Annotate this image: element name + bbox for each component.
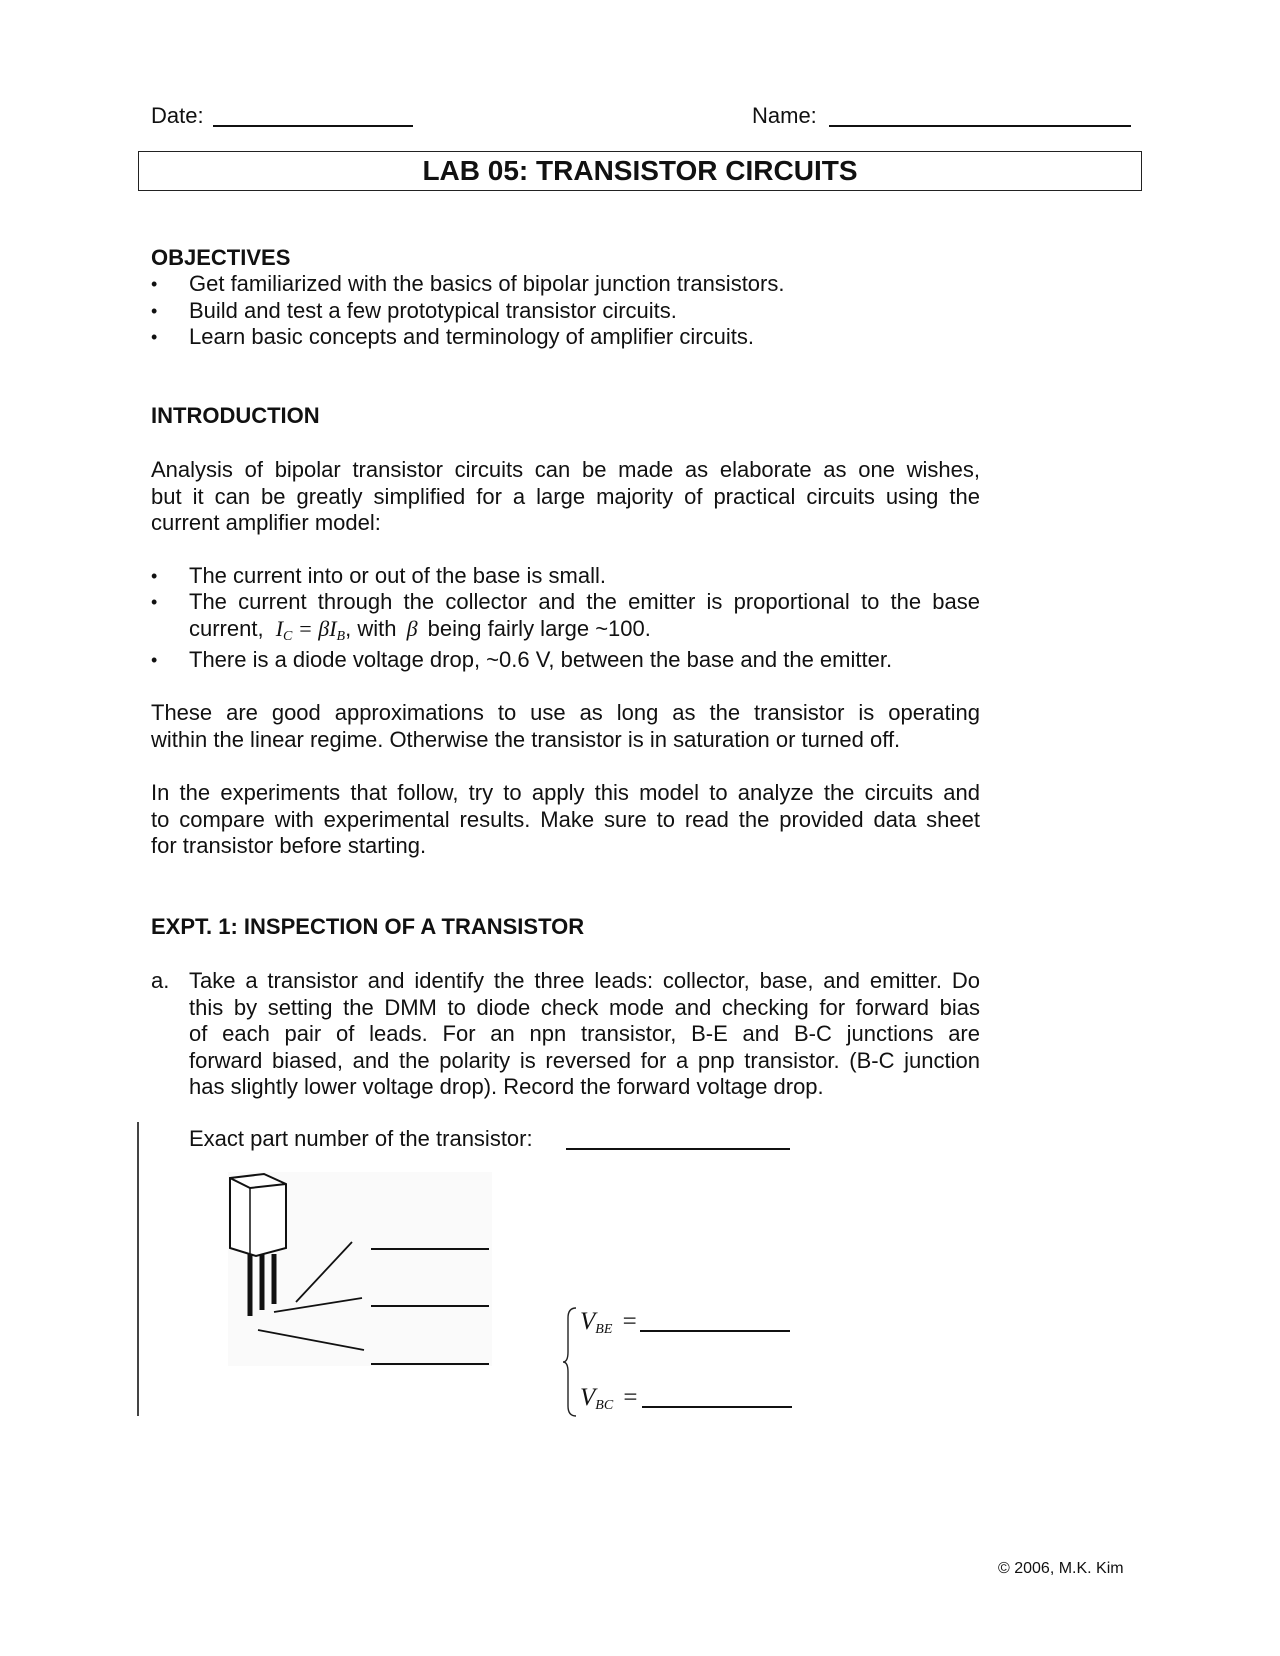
- page-title: LAB 05: TRANSISTOR CIRCUITS: [138, 151, 1142, 191]
- bullet-icon: •: [151, 650, 158, 670]
- intro-paragraph-2: [151, 700, 980, 753]
- brace-icon: [562, 1306, 582, 1418]
- lead-label-blank-2[interactable]: [371, 1305, 489, 1307]
- paragraph-line: current amplifier model:: [151, 510, 381, 535]
- current-equation: $I_C = \beta I_B$: [275, 616, 346, 644]
- objective-item: Build and test a few prototypical transistor circuits.: [189, 298, 677, 323]
- assumption-item: The current into or out of the base is small.: [189, 563, 606, 588]
- objectives-heading: OBJECTIVES: [151, 245, 291, 270]
- lead-label-blank-1[interactable]: [371, 1248, 489, 1250]
- part-number-label: Exact part number of the transistor:: [189, 1126, 533, 1151]
- objective-item: Learn basic concepts and terminology of amplifier circuits.: [189, 324, 754, 349]
- bullet-icon: •: [151, 274, 158, 294]
- date-blank-line[interactable]: [213, 125, 413, 127]
- assumption-line: The current through the collector and the emitter is proportional to the base: [189, 589, 980, 614]
- paragraph-line: to compare with experimental results. Make sure to read the provided data sheet: [151, 806, 980, 832]
- text: being fairly large ~100.: [427, 616, 651, 641]
- vbe-value-blank[interactable]: [640, 1330, 790, 1332]
- intro-paragraph-1: [151, 457, 980, 537]
- transistor-diagram: [228, 1170, 492, 1370]
- bullet-icon: •: [151, 327, 158, 347]
- name-label: Name:: [752, 103, 817, 128]
- expt1-heading: EXPT. 1: INSPECTION OF A TRANSISTOR: [151, 914, 585, 939]
- bullet-icon: •: [151, 592, 158, 612]
- vbc-value-blank[interactable]: [642, 1406, 792, 1408]
- revision-bar: [137, 1122, 139, 1416]
- paragraph-line: for transistor before starting.: [151, 833, 427, 858]
- vbc-label: $V_{BC}$ =: [580, 1384, 638, 1413]
- transistor-body-icon: [230, 1174, 286, 1256]
- expt1-instructions: [189, 968, 980, 1101]
- paragraph-line: has slightly lower voltage drop). Record the forward voltage drop.: [189, 1074, 824, 1099]
- name-blank-line[interactable]: [829, 125, 1131, 127]
- text: , with: [345, 616, 397, 641]
- copyright-footer: © 2006, M.K. Kim: [998, 1560, 1124, 1577]
- beta-symbol: β: [406, 616, 418, 641]
- paragraph-line: within the linear regime. Otherwise the transistor is in saturation or turned off.: [151, 726, 901, 752]
- assumption-item: There is a diode voltage drop, ~0.6 V, between the base and the emitter.: [189, 647, 893, 672]
- text: current,: [189, 616, 264, 641]
- objective-item: Get familiarized with the basics of bipolar junction transistors.: [189, 271, 785, 296]
- paragraph-line: of each pair of leads. For an npn transistor, B-E and B-C junctions are: [189, 1021, 980, 1046]
- paragraph-line: In the experiments that follow, try to apply this model to analyze the circuits and: [151, 780, 980, 805]
- paragraph-line: this by setting the DMM to diode check mode and checking for forward bias: [189, 994, 980, 1020]
- intro-paragraph-3: [151, 780, 980, 860]
- bullet-icon: •: [151, 301, 158, 321]
- paragraph-line: These are good approximations to use as long as the transistor is operating: [151, 700, 980, 725]
- assumption-item: [189, 589, 980, 615]
- vbe-label: $V_{BE}$ =: [580, 1308, 637, 1337]
- paragraph-line: forward biased, and the polarity is reversed for a pnp transistor. (B-C junction: [189, 1047, 980, 1073]
- paragraph-line: Analysis of bipolar transistor circuits can be made as elaborate as one wishes,: [151, 457, 980, 482]
- assumption-item-continued: [189, 616, 651, 650]
- introduction-heading: INTRODUCTION: [151, 403, 320, 428]
- date-label: Date:: [151, 103, 204, 128]
- lead-label-blank-3[interactable]: [371, 1363, 489, 1365]
- item-label: a.: [151, 968, 170, 993]
- paragraph-line: Take a transistor and identify the three leads: collector, base, and emitter. Do: [189, 968, 980, 993]
- paragraph-line: but it can be greatly simplified for a large majority of practical circuits using the: [151, 483, 980, 509]
- bullet-icon: •: [151, 566, 158, 586]
- part-number-blank[interactable]: [566, 1148, 790, 1150]
